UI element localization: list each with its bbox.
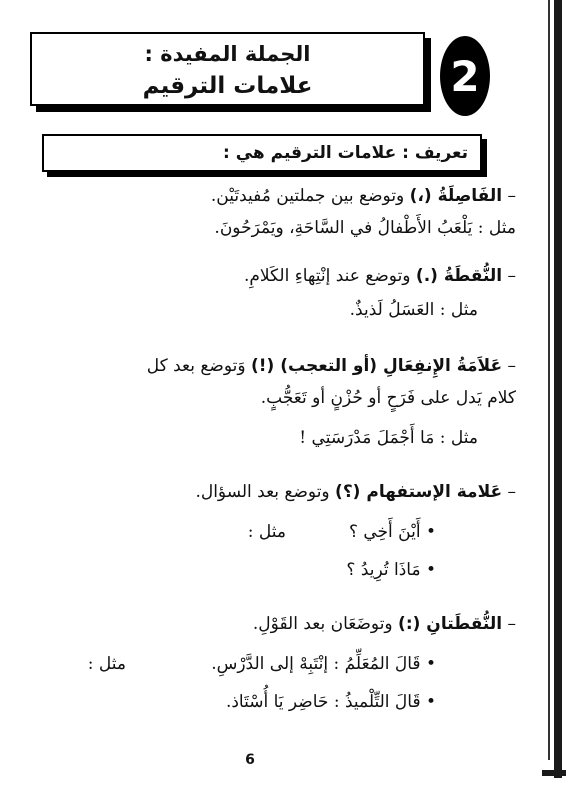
question-example-label: مثل : — [247, 522, 286, 542]
period-example: مثل : العَسَلُ لَذيذٌ. — [349, 300, 478, 320]
comma-description: وتوضع بين جملتين مُفيدتَيْن. — [210, 186, 410, 206]
colon-description: وتوضَعَان بعد القَوْلِ. — [252, 614, 399, 634]
question-example-2: • مَاذَا تُرِيدُ ؟ — [346, 560, 436, 580]
colon-rule: – النُّقطَتانِ (:) وتوضَعَان بعد القَوْلِ. — [252, 614, 516, 634]
comma-example: مثل : يَلْعَبُ الأَطْفالُ في السَّاحَةِ، ويَمْرَحُونَ. — [214, 218, 516, 238]
comma-rule: – الفَاصِلَةُ (،) وتوضع بين جملتين مُفيدتَيْن. — [210, 186, 516, 206]
definition-heading: تعريف : علامات الترقيم هي : — [42, 134, 482, 172]
lesson-title-box — [30, 32, 425, 106]
page-edge-foot — [542, 770, 566, 776]
colon-term: النُّقطَتانِ (:) — [398, 614, 503, 634]
question-term: عَلامة الإستفهام (؟) — [335, 482, 503, 502]
question-rule: – عَلامة الإستفهام (؟) وتوضع بعد السؤال. — [195, 482, 516, 502]
colon-example-label: مثل : — [87, 654, 126, 674]
exclamation-description: وَتوضع بعد كل — [146, 356, 251, 376]
exclamation-example: مثل : مَا أَجْمَلَ مَدْرَسَتِي ! — [299, 428, 478, 448]
page-edge-bar — [554, 0, 562, 778]
period-description: وتوضع عند إنْتِهاءِ الكَلامِ. — [243, 266, 416, 286]
question-example-1: • أَيْنَ أَخِي ؟ — [348, 522, 436, 542]
comma-term: الفَاصِلَةُ (،) — [409, 186, 503, 206]
lesson-title-line1: الجملة المفيدة : — [144, 42, 311, 66]
exclamation-rule: – عَلاَمَةُ الإِنفِعَالِ (أو التعجب) (!) وَتوضع بعد كل — [146, 356, 516, 376]
lesson-title-line2: علامات الترقيم — [142, 73, 313, 99]
exclamation-term: عَلاَمَةُ الإِنفِعَالِ (أو التعجب) (!) — [251, 356, 503, 376]
question-description: وتوضع بعد السؤال. — [195, 482, 336, 502]
page-number: 6 — [245, 752, 255, 768]
lesson-number-badge: 2 — [440, 36, 490, 116]
exclamation-description-line2: كلام يَدل على فَرَحٍ أو حُزْنٍ أو تَعَجُّبٍ. — [260, 388, 516, 408]
period-rule: – النُّقطَةُ (.) وتوضع عند إنْتِهاءِ الكَلامِ. — [243, 266, 516, 286]
period-term: النُّقطَةُ (.) — [415, 266, 503, 286]
page-edge-line — [548, 0, 550, 760]
colon-example-2: • قَالَ التِّلْميذُ : حَاضِر يَا أُسْتَاذ. — [225, 692, 436, 712]
colon-example-1: • قَالَ المُعَلِّمُ : إنْتَبِهْ إلى الدَّرْسِ. — [211, 654, 436, 674]
